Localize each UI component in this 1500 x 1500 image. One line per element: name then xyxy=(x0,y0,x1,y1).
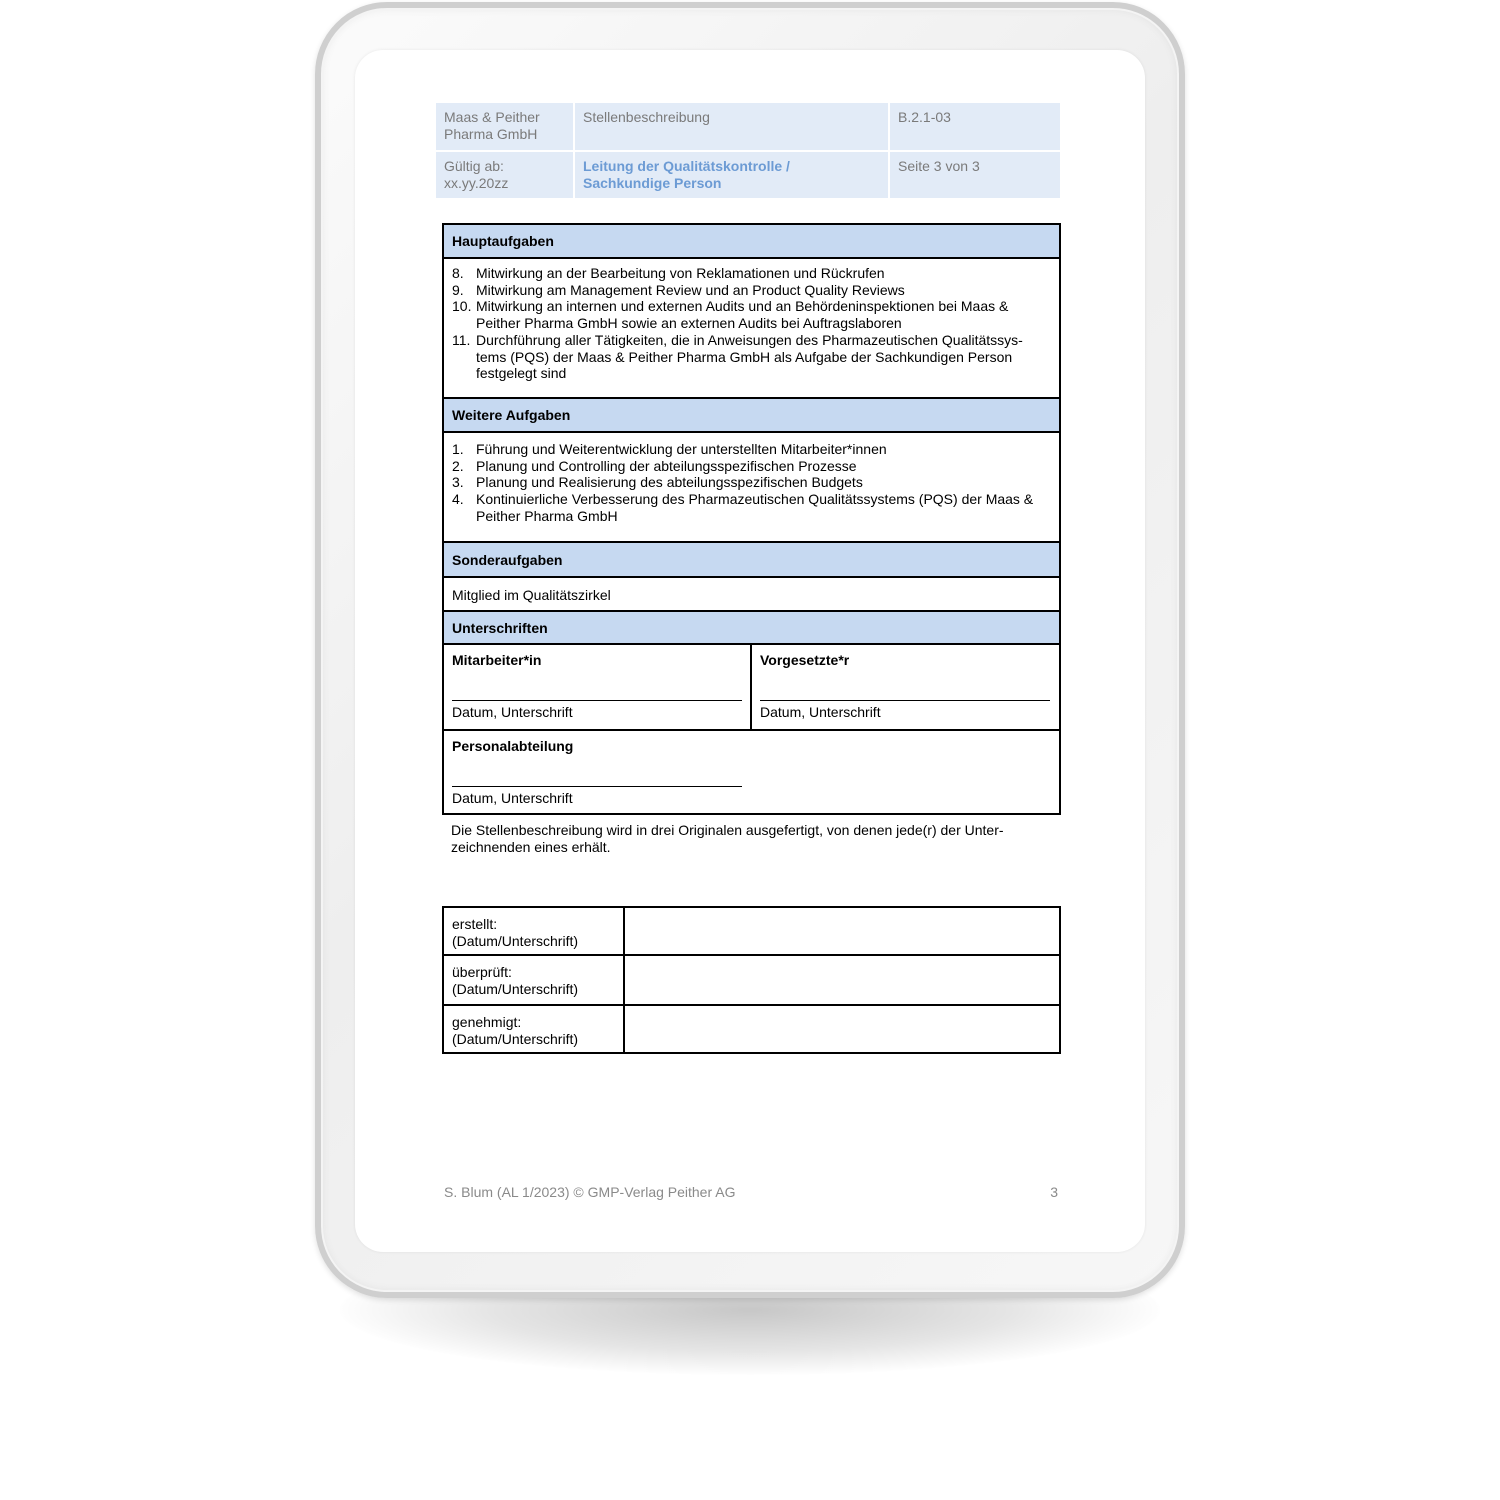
footer-page-number: 3 xyxy=(1050,1184,1058,1200)
hr-signature-line[interactable] xyxy=(452,786,742,787)
further-tasks-body xyxy=(444,433,1059,543)
list-item: 4. Kontinuierliche Verbesserung des Pharmazeutischen Qualitätssystems (PQS) der Maas & Peither Pharma GmbH xyxy=(452,491,1034,524)
supervisor-signature-label: Vorgesetzte*r xyxy=(760,652,850,668)
employee-signature-line[interactable] xyxy=(452,700,742,701)
approval-created-label: erstellt: (Datum/Unterschrift) xyxy=(452,916,579,949)
list-item: 2. Planung und Controlling der abteilungsspezifischen Prozesse xyxy=(452,457,857,474)
further-tasks-list xyxy=(452,441,1052,525)
hr-date-sign-label: Datum, Unterschrift xyxy=(452,790,573,806)
approval-row-checked xyxy=(444,956,1059,1006)
approval-row-approved xyxy=(444,1006,1059,1052)
special-tasks-body xyxy=(444,578,1059,612)
header-valid-from: Gültig ab: xx.yy.20zz xyxy=(436,152,573,198)
header-doc-id: B.2.1-03 xyxy=(890,103,1060,150)
main-tasks-body xyxy=(444,259,1059,399)
special-tasks-text: Mitglied im Qualitätszirkel xyxy=(452,587,611,603)
list-item: 8. Mitwirkung an der Bearbeitung von Reklamationen und Rückrufen xyxy=(452,265,885,281)
signature-row-employee-supervisor xyxy=(444,645,1059,731)
approval-row-created xyxy=(444,908,1059,956)
list-item: 9. Mitwirkung am Management Review und an Product Quality Reviews xyxy=(452,281,905,298)
approval-table xyxy=(442,906,1061,1054)
section-heading-special-tasks: Sonderaufgaben xyxy=(444,543,1059,578)
tasks-table xyxy=(442,223,1061,815)
supervisor-signature-line[interactable] xyxy=(760,700,1050,701)
footer-copyright: S. Blum (AL 1/2023) © GMP-Verlag Peither AG xyxy=(444,1184,736,1200)
approval-approved-label: genehmigt: (Datum/Unterschrift) xyxy=(452,1014,579,1047)
employee-date-sign-label: Datum, Unterschrift xyxy=(452,704,573,720)
approval-checked-label: überprüft: (Datum/Unterschrift) xyxy=(452,964,579,997)
list-item: 11. Durchführung aller Tätigkeiten, die in Anweisungen des Pharmazeutischen Qualitätssys- tems (PQS) der Maas & Peither Pharma GmbH als Aufgabe der Sachkundigen Person festgelegt sind xyxy=(452,331,1023,382)
section-heading-signatures: Unterschriften xyxy=(444,612,1059,645)
list-item: 10. Mitwirkung an internen und externen Audits und an Behördeninspektionen bei Maas & Peither Pharma GmbH sowie an externen Audits bei Auftragslaboren xyxy=(452,298,1009,332)
originals-note: Die Stellenbeschreibung wird in drei Originalen ausgefertigt, von denen jede(r) der Unter- zeichnenden eines erhält. xyxy=(451,822,1004,855)
signature-row-hr xyxy=(444,731,1059,813)
list-item: 1. Führung und Weiterentwicklung der unterstellten Mitarbeiter*innen xyxy=(452,441,887,457)
signature-divider xyxy=(750,645,752,729)
section-heading-main-tasks: Hauptaufgaben xyxy=(444,225,1059,259)
header-page: Seite 3 von 3 xyxy=(890,152,1060,198)
header-doc-type: Stellenbeschreibung xyxy=(575,103,888,150)
section-heading-further-tasks: Weitere Aufgaben xyxy=(444,399,1059,433)
employee-signature-label: Mitarbeiter*in xyxy=(452,652,542,668)
header-company: Maas & Peither Pharma GmbH xyxy=(436,103,573,150)
hr-signature-label: Personalabteilung xyxy=(452,738,574,754)
header-title: Leitung der Qualitätskontrolle / Sachkundige Person xyxy=(575,152,888,198)
main-tasks-list xyxy=(452,265,1052,382)
list-item: 3. Planung und Realisierung des abteilungsspezifischen Budgets xyxy=(452,474,863,491)
supervisor-date-sign-label: Datum, Unterschrift xyxy=(760,704,881,720)
